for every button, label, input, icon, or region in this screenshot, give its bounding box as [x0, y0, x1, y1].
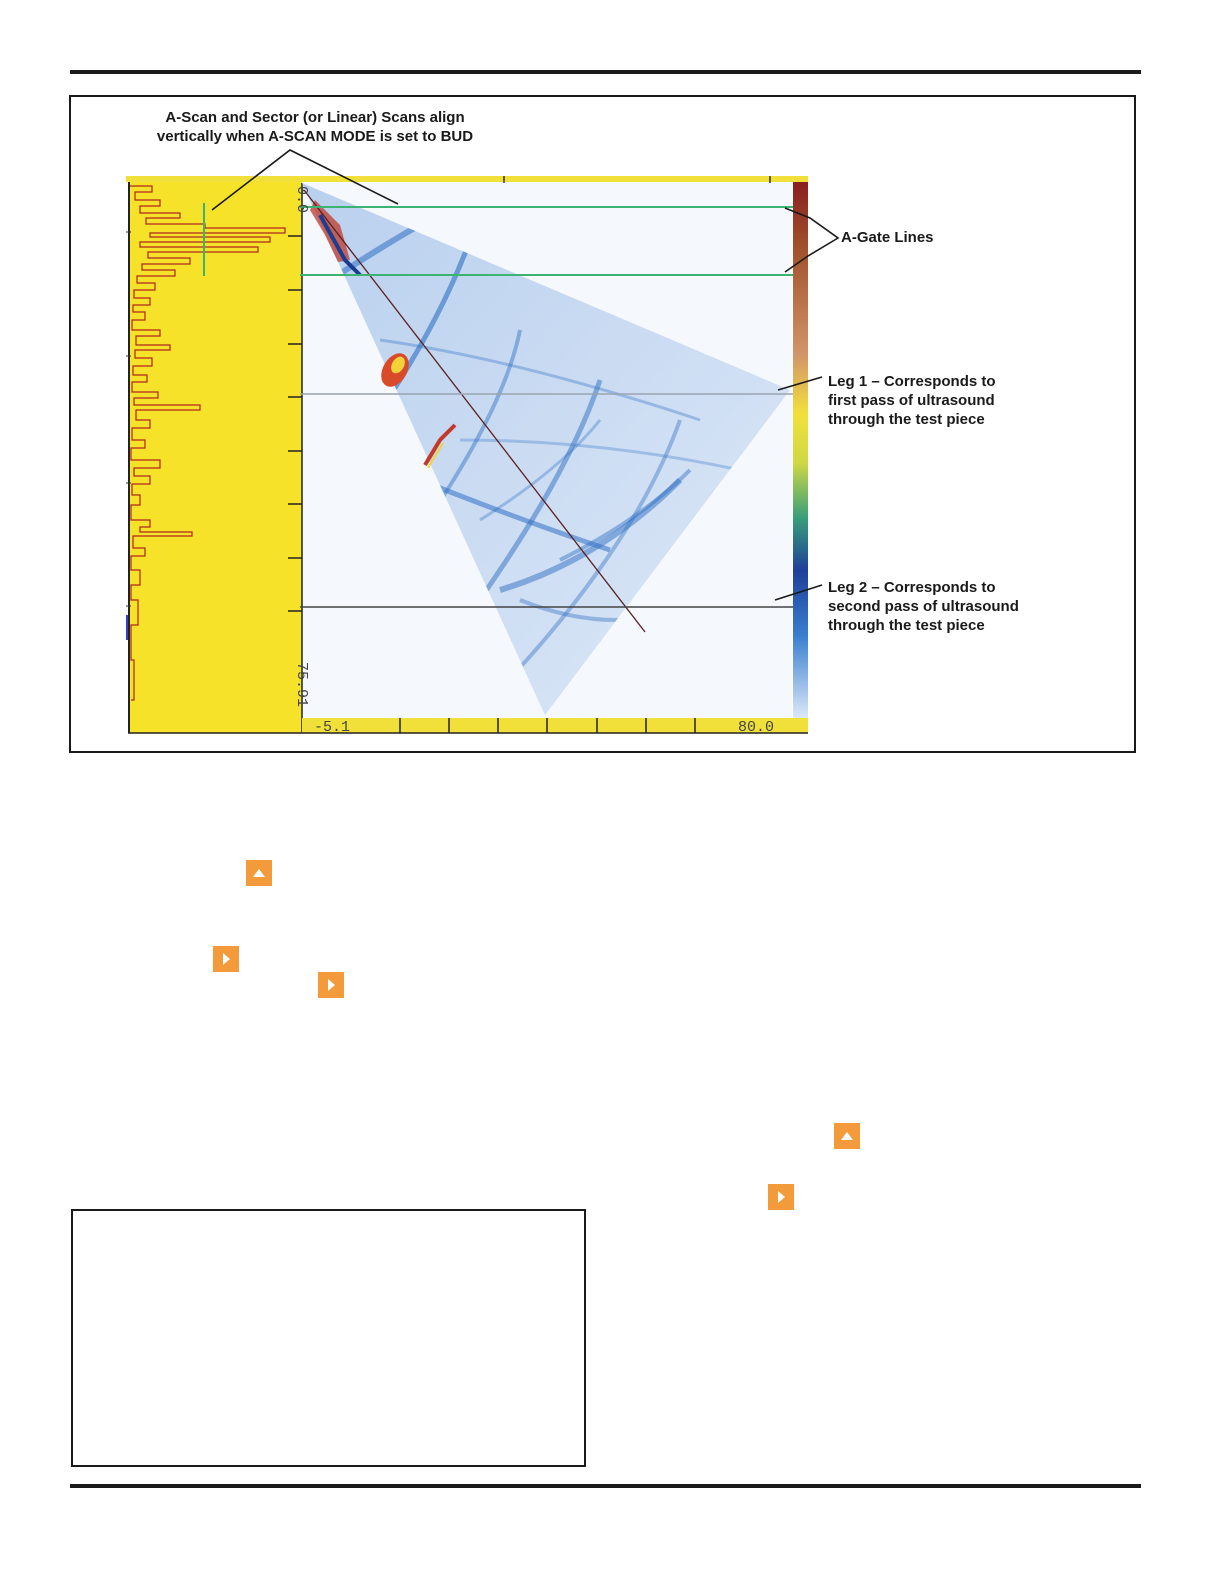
triangle-right-icon: [326, 978, 336, 992]
callout-leg2-line3: through the test piece: [828, 617, 985, 634]
ascan-panel: [128, 182, 302, 733]
triangle-right-icon: [776, 1190, 786, 1204]
callout-leg1-line3: through the test piece: [828, 411, 985, 428]
triangle-up-icon: [840, 1131, 854, 1141]
triangle-right-icon: [221, 952, 231, 966]
callout-leg2-line2: second pass of ultrasound: [828, 598, 1019, 615]
right-arrow-button-1[interactable]: [213, 946, 239, 972]
y-axis-max-label: 75.91: [293, 662, 310, 708]
y-axis-min-label: 0.0: [293, 186, 310, 214]
up-arrow-button-2[interactable]: [834, 1123, 860, 1149]
right-arrow-button-2[interactable]: [318, 972, 344, 998]
color-scale-bar: [793, 182, 808, 722]
x-axis-min-label: -5.1: [314, 719, 351, 736]
callout-gate-lines: A-Gate Lines: [841, 229, 934, 246]
callout-leg1: [828, 372, 996, 429]
bottom-rule: [70, 1484, 1141, 1488]
callout-leg2-line1: Leg 2 – Corresponds to: [828, 579, 996, 596]
callout-align-line2: vertically when A-SCAN MODE is set to BUD: [156, 128, 474, 145]
callout-align-line1: A-Scan and Sector (or Linear) Scans align: [165, 109, 465, 126]
callout-leg1-line2: first pass of ultrasound: [828, 392, 995, 409]
callout-align: [130, 108, 500, 146]
right-arrow-button-3[interactable]: [768, 1184, 794, 1210]
bottom-scale-strip: [302, 718, 808, 733]
up-arrow-button-1[interactable]: [246, 860, 272, 886]
x-axis-max-label: 80.0: [738, 719, 775, 736]
callout-leg2: [828, 578, 1019, 635]
note-box: [71, 1209, 586, 1467]
callout-leg1-line1: Leg 1 – Corresponds to: [828, 373, 996, 390]
top-scale-strip: [126, 176, 808, 182]
triangle-up-icon: [252, 868, 266, 878]
